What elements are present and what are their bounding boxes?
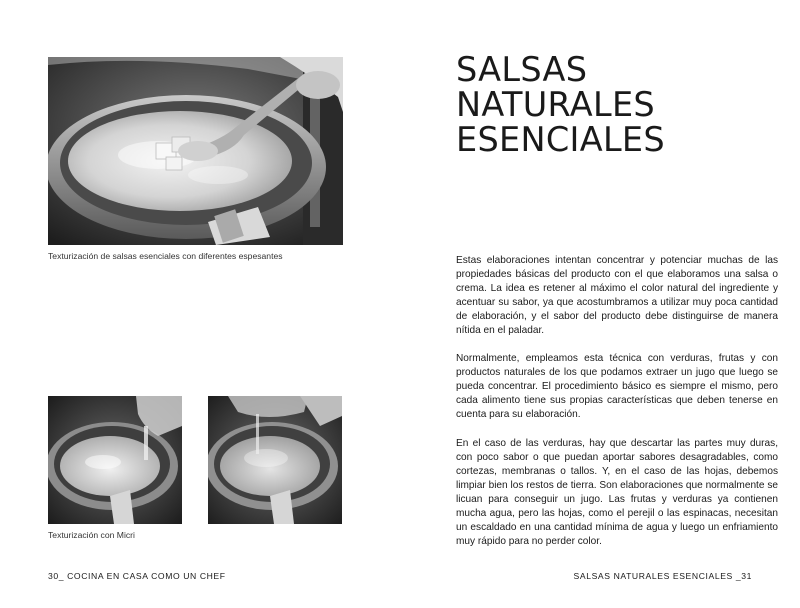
top-photo-caption: Texturización de salsas esenciales con diferentes espesantes	[48, 251, 283, 261]
body-paragraph-1: Estas elaboraciones intentan concentrar y potenciar muchas de las propiedades básicas del producto con el que elaboramos una salsa o crema. La idea es retener al máximo el color natural del ingrediente y acentuar su sabor, ya que acostumbramos a utilizar muy poca cantidad de elaboración, y el sabor del producto debe distinguirse de manera nítida en el paladar.	[456, 255, 778, 337]
bottom-photos-caption: Texturización con Micri	[48, 530, 135, 540]
body-paragraph-3: En el caso de las verduras, hay que descartar las partes muy duras, con poco sabor o que puedan aportar sabores desagradables, como cortezas, membranas o tallos. Y, en el caso de las hojas, debemos limpiar bien los restos de tierra. Son elaboraciones que normalmente se licuan para conseguir un jugo. Las frutas y verduras ya contienen mucha agua, pero las hojas, como el perejil o las espinacas, necesitan un escaldado en una cantidad mínima de agua y luego un enfriamiento muy rápido para no perder color.	[456, 437, 778, 547]
page-title-line-2: ESENCIALES	[456, 120, 665, 159]
page-title-line-1: SALSAS NATURALES	[456, 50, 655, 124]
left-page-footer: 30_ COCINA EN CASA COMO UN CHEF	[48, 571, 226, 581]
page-title	[456, 52, 786, 157]
right-page-footer: SALSAS NATURALES ESENCIALES _31	[573, 571, 752, 581]
pour-liquid-photo-left	[48, 396, 182, 524]
body-text	[456, 254, 778, 563]
sauce-pan-spoon-photo	[48, 57, 343, 245]
pour-liquid-photo-right	[208, 396, 342, 524]
body-paragraph-2: Normalmente, empleamos esta técnica con verduras, frutas y con productos naturales de los que podamos extraer un jugo que luego se pueda concentrar. El procedimiento básico es siempre el mismo, pero cada alimento tiene sus propias características que deben tenerse en cuenta para su elaboración.	[456, 353, 778, 421]
